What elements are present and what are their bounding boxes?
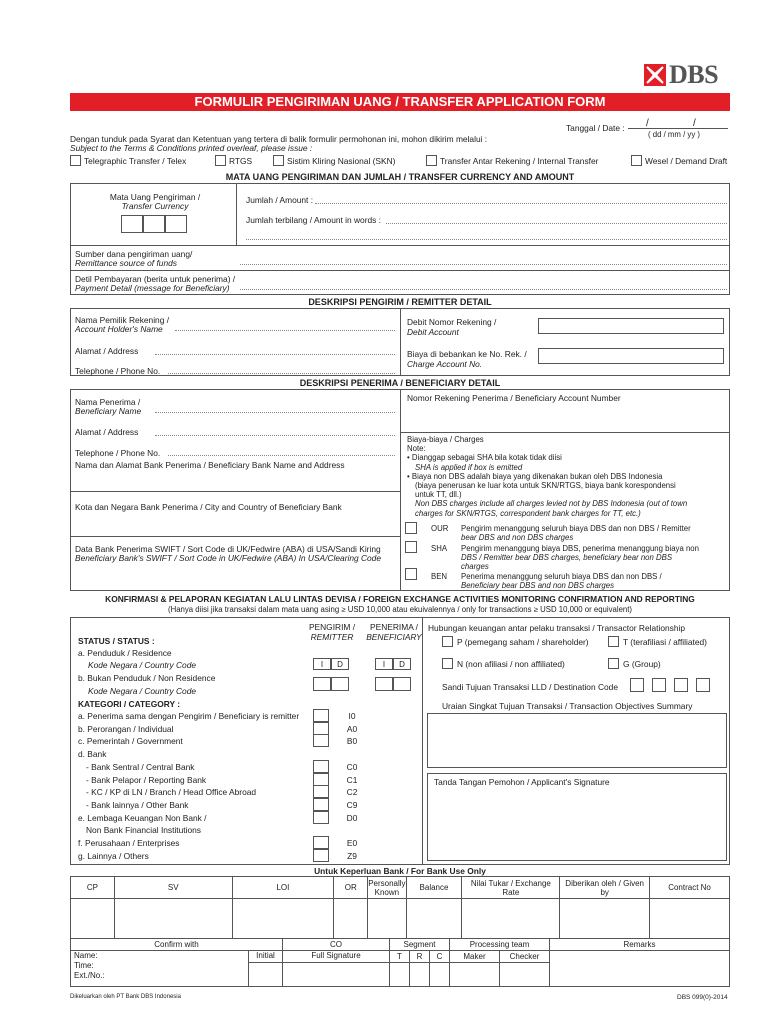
beneficiary-city-label: Kota dan Negara Bank Penerima / City and Country of Beneficiary Bank xyxy=(75,502,342,512)
category-label: b. Perorangan / Individual xyxy=(78,723,174,734)
category-code: D0 xyxy=(346,812,358,823)
intro-text: Dengan tunduk pada Syarat dan Ketentuan yang tertera di balik formulir permohonan ini, mohon dikirim melalui : xyxy=(70,134,488,144)
debit-account-label: Debit Nomor Rekening / xyxy=(407,317,497,327)
remitter-phone-label: Telephone / Phone No. xyxy=(75,366,161,376)
charge-account-label: Biaya di bebankan ke No. Rek. / xyxy=(407,349,527,359)
status-title: STATUS / STATUS : xyxy=(78,636,155,646)
category-checkbox[interactable] xyxy=(313,836,329,849)
category-checkbox[interactable] xyxy=(313,811,329,824)
beneficiary-phone-field[interactable] xyxy=(168,455,395,456)
category-code: C1 xyxy=(346,774,358,785)
category-code: I0 xyxy=(348,711,356,721)
payment-detail-label: Detil Pembayaran (berita untuk penerima) / xyxy=(75,274,236,284)
category-label: e. Lembaga Keuangan Non Bank / xyxy=(78,812,207,823)
category-label: g. Lainnya / Others xyxy=(78,850,149,861)
checkbox[interactable] xyxy=(273,155,284,166)
payment-detail-field[interactable] xyxy=(240,289,727,290)
purpose-input[interactable] xyxy=(427,713,727,768)
currency-code-input[interactable] xyxy=(121,215,187,233)
bank-processing-table: Confirm with CO Segment Processing team Remarks Name: Time: Ext./No.: Initial Full Signature T R C Maker Checker xyxy=(70,938,730,987)
account-holder-field[interactable] xyxy=(175,330,395,331)
beneficiary-account-label: Nomor Rekening Penerima / Beneficiary Account Number xyxy=(407,393,621,403)
amount-words-label: Jumlah terbilang / Amount in words : xyxy=(246,215,381,225)
beneficiary-name-label-en: Beneficiary Name xyxy=(75,406,142,416)
category-label: d. Bank xyxy=(78,749,107,760)
account-holder-label: Nama Pemilik Rekening / xyxy=(75,315,170,325)
status-resident-code-label: Kode Negara / Country Code xyxy=(88,660,197,670)
category-checkbox[interactable] xyxy=(313,734,329,747)
swift-label-en: Beneficiary Bank's SWIFT / Sort Code in UK/Fedwire (ABA) In USA/Clearing Code xyxy=(75,553,382,563)
beneficiary-nonresident-code[interactable] xyxy=(375,677,411,691)
footer-issuer: Dikeluarkan oleh PT Bank DBS Indonesia xyxy=(70,994,181,1000)
category-label: Non Bank Financial Institutions xyxy=(86,825,201,836)
source-funds-label: Sumber dana pengiriman uang/ xyxy=(75,249,193,259)
category-label: f. Perusahaan / Enterprises xyxy=(78,838,180,848)
category-checkbox[interactable] xyxy=(313,798,329,811)
beneficiary-phone-label: Telephone / Phone No. xyxy=(75,448,161,458)
method-internal[interactable]: Transfer Antar Rekening / Internal Transfer xyxy=(426,155,598,166)
method-demand-draft[interactable]: Wesel / Demand Draft xyxy=(631,155,727,166)
category-checkbox[interactable] xyxy=(313,849,329,862)
status-nonresident: b. Bukan Penduduk / Non Residence xyxy=(78,673,216,683)
category-checkbox[interactable] xyxy=(313,722,329,735)
category-checkbox[interactable] xyxy=(313,709,329,722)
beneficiary-bank-label: Nama dan Alamat Bank Penerima / Beneficiary Bank Name and Address xyxy=(75,460,345,470)
remitter-col-title: PENGIRIM / REMITTER xyxy=(308,622,356,642)
swift-label: Data Bank Penerima SWIFT / Sort Code di UK/Fedwire (ABA) di USA/Sandi Kiring xyxy=(75,544,381,554)
source-funds-label-en: Remittance source of funds xyxy=(75,258,177,268)
category-code: Z9 xyxy=(347,850,357,861)
beneficiary-col-title: PENERIMA / BENEFICIARY xyxy=(366,622,422,642)
purpose-label: Uraian Singkat Tujuan Transaksi / Transaction Objectives Summary xyxy=(442,701,693,711)
category-label: c. Pemerintah / Government xyxy=(78,736,183,747)
amount-field[interactable] xyxy=(315,203,727,204)
category-code: C2 xyxy=(346,787,358,798)
category-code: C9 xyxy=(346,799,358,810)
checkbox[interactable] xyxy=(70,155,81,166)
rel-option-g[interactable]: G (Group) xyxy=(608,658,661,669)
fx-subtitle: (Hanya diisi jika transaksi dalam mata uang asing ≥ USD 10,000 atau ekuivalennya / only for transactions ≥ USD 10,000 or equivalent) xyxy=(167,605,633,614)
section-currency: MATA UANG PENGIRIMAN DAN JUMLAH / TRANSFER CURRENCY AND AMOUNT xyxy=(225,172,575,182)
category-code: A0 xyxy=(346,723,358,734)
category-checkbox[interactable] xyxy=(313,785,329,798)
method-skn[interactable]: Sistim Kliring Nasional (SKN) xyxy=(273,155,395,166)
destination-code-label: Sandi Tujuan Transaksi LLD / Destination Code xyxy=(442,682,618,692)
amount-label: Jumlah / Amount : xyxy=(246,195,314,205)
category-code: E0 xyxy=(346,838,358,848)
category-label: - Bank Pelapor / Reporting Bank xyxy=(86,774,207,785)
checkbox[interactable] xyxy=(631,155,642,166)
category-code: C0 xyxy=(346,761,358,772)
charges-notes: Biaya-biaya / Charges Note: • Dianggap sebagai SHA bila kotak tidak diisi SHA is applied if box is emitted • Biaya non DBS adalah biaya yang dikenakan bukan oleh DBS Indonesia (biaya penerusan ke luar kota untuk SKN/RTGS, biaya bank korespondensi untuk TT, dll.) Non DBS charges include all charges levied not by DBS Indonesia (out of town charges for SKN/RTGS, correspondent bank charges for TT, etc.) xyxy=(407,435,688,518)
intro-text-en: Subject to the Terms & Conditions printed overleaf, please issue : xyxy=(70,143,313,153)
category-code: B0 xyxy=(346,736,358,747)
charge-account-input[interactable] xyxy=(538,348,724,364)
category-title: KATEGORI / CATEGORY : xyxy=(78,699,181,709)
date-format: ( dd / mm / yy ) xyxy=(648,130,700,139)
category-label: - KC / KP di LN / Branch / Head Office Abroad xyxy=(86,787,257,798)
source-funds-field[interactable] xyxy=(240,264,727,265)
remitter-address-label: Alamat / Address xyxy=(75,346,139,356)
category-label: - Bank Sentral / Central Bank xyxy=(86,761,195,772)
rel-option-t[interactable]: T (terafiliasi / affiliated) xyxy=(608,636,707,647)
charge-account-label-en: Charge Account No. xyxy=(407,359,483,369)
relationship-label: Hubungan keuangan antar pelaku transaksi / Transactor Relationship xyxy=(428,623,685,633)
remitter-resident-code[interactable]: I D xyxy=(313,658,349,670)
beneficiary-address-label: Alamat / Address xyxy=(75,427,139,437)
signature-label: Tanda Tangan Pemohon / Applicant's Signature xyxy=(434,777,610,787)
account-holder-label-en: Account Holder's Name xyxy=(75,324,163,334)
form-title: FORMULIR PENGIRIMAN UANG / TRANSFER APPLICATION FORM xyxy=(70,93,730,111)
currency-label-en: Transfer Currency xyxy=(121,201,189,211)
remitter-address-field[interactable] xyxy=(155,354,395,355)
category-checkbox[interactable] xyxy=(313,773,329,786)
beneficiary-name-field[interactable] xyxy=(155,412,395,413)
debit-account-input[interactable] xyxy=(538,318,724,334)
destination-code-input[interactable] xyxy=(630,678,710,692)
category-checkbox[interactable] xyxy=(313,760,329,773)
rel-option-n[interactable]: N (non afiliasi / non affiliated) xyxy=(442,658,565,669)
currency-label: Mata Uang Pengiriman / xyxy=(109,192,201,202)
category-label: - Bank lainnya / Other Bank xyxy=(86,799,189,810)
dbs-logo-mark-icon xyxy=(644,64,666,86)
beneficiary-name-label: Nama Penerima / xyxy=(75,397,141,407)
rel-option-p[interactable]: P (pemegang saham / shareholder) xyxy=(442,636,589,647)
section-remitter: DESKRIPSI PENGIRIM / REMITTER DETAIL xyxy=(308,297,492,307)
dbs-logo-text: DBS xyxy=(669,60,719,89)
bank-use-title: Untuk Keperluan Bank / For Bank Use Only xyxy=(314,866,486,876)
status-nonresident-code-label: Kode Negara / Country Code xyxy=(88,686,197,696)
footer-form-code: DBS 099(0)-2014 xyxy=(677,994,728,1001)
checkbox[interactable] xyxy=(215,155,226,166)
category-label: a. Penerima sama dengan Pengirim / Beneficiary is remitter xyxy=(78,711,300,721)
remitter-phone-field[interactable] xyxy=(168,373,395,374)
amount-words-field[interactable] xyxy=(386,223,727,224)
date-label: Tanggal / Date : xyxy=(566,123,625,133)
status-resident: a. Penduduk / Residence xyxy=(78,648,172,658)
debit-account-label-en: Debit Account xyxy=(407,327,459,337)
bank-use-table: CP SV LOI OR Personally Known Balance Nilai Tukar / Exchange Rate Diberikan oleh / Given by Contract No xyxy=(70,876,730,939)
dbs-logo xyxy=(644,60,718,90)
remitter-nonresident-code[interactable] xyxy=(313,677,349,691)
checkbox[interactable] xyxy=(426,155,437,166)
amount-words-field-2[interactable] xyxy=(246,239,727,240)
beneficiary-address-field[interactable] xyxy=(155,435,395,436)
section-fx: KONFIRMASI & PELAPORAN KEGIATAN LALU LINTAS DEVISA / FOREIGN EXCHANGE ACTIVITIES MONITORING CONFIRMATION AND REPORTING xyxy=(105,594,695,604)
section-beneficiary: DESKRIPSI PENERIMA / BENEFICIARY DETAIL xyxy=(299,378,501,388)
method-telegraphic[interactable]: Telegraphic Transfer / Telex xyxy=(70,155,186,166)
payment-detail-label-en: Payment Detail (message for Beneficiary) xyxy=(75,283,230,293)
beneficiary-resident-code[interactable]: I D xyxy=(375,658,411,670)
method-rtgs[interactable]: RTGS xyxy=(215,155,252,166)
